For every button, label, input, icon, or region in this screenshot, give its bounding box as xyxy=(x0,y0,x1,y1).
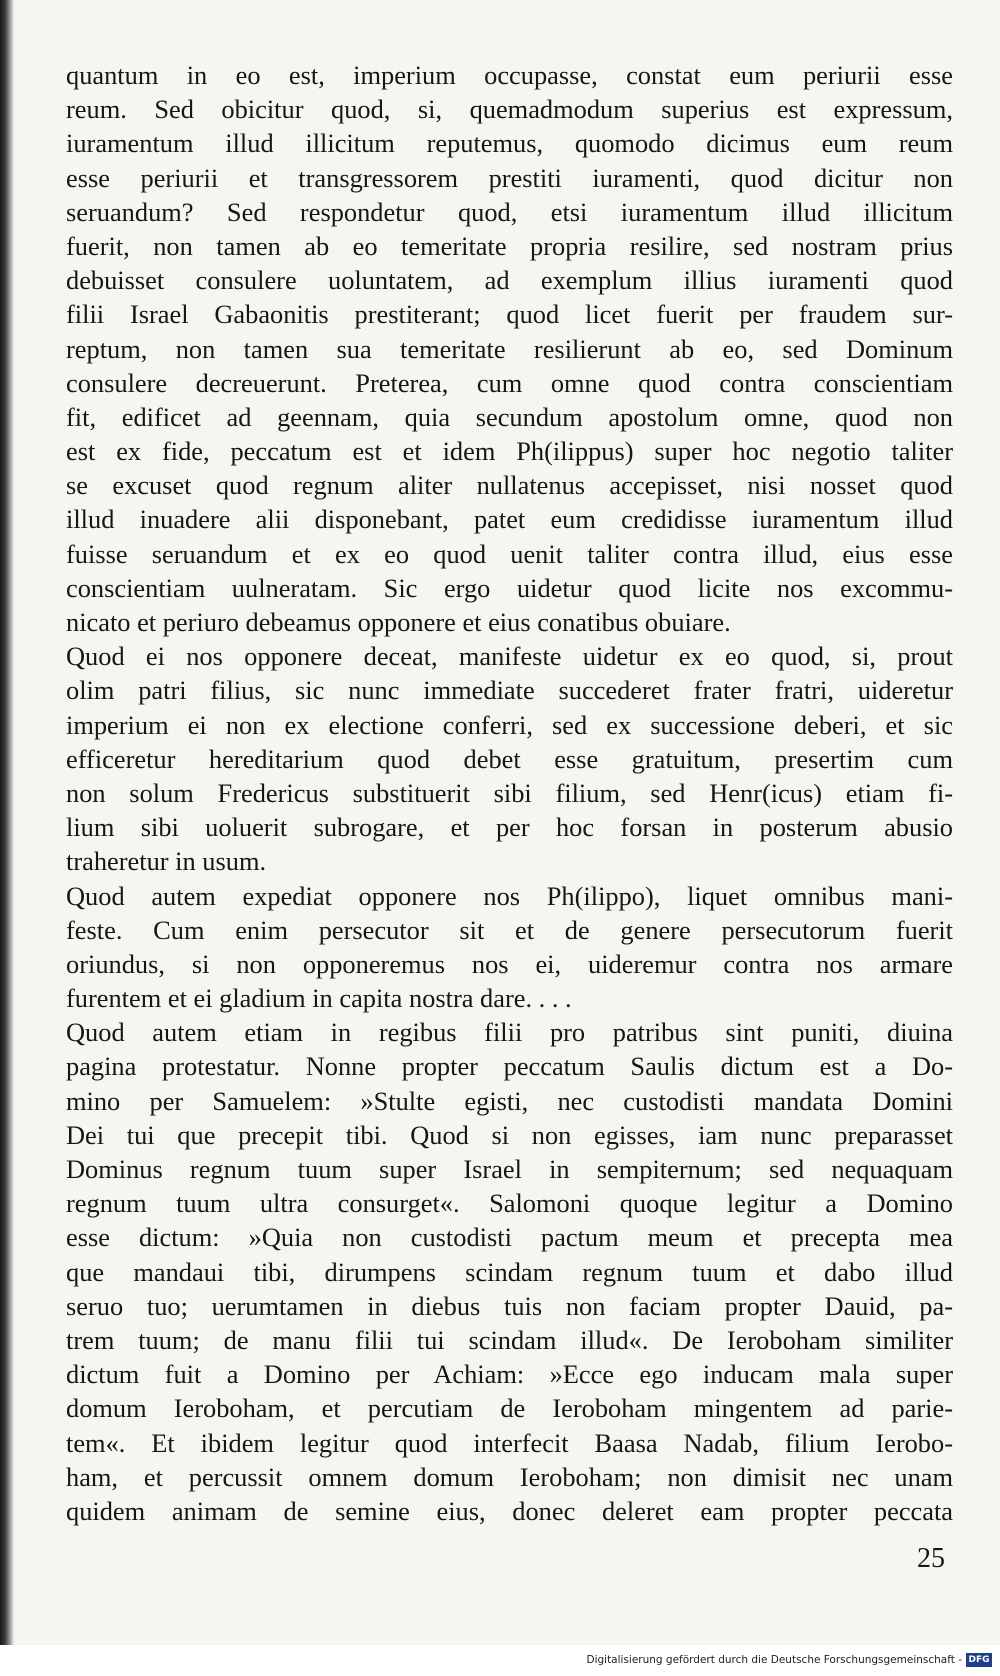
text-line: illud inuadere alii disponebant, patet eum credidisse iuramentum illud xyxy=(66,504,953,535)
text-line: Quod ei nos opponere deceat, manifeste uidetur ex eo quod, si, prout xyxy=(66,641,953,672)
page-number: 25 xyxy=(917,1543,945,1574)
text-line: olim patri filius, sic nunc immediate succederet frater fratri, uideretur xyxy=(66,675,953,706)
funding-credit: Digitalisierung gefördert durch die Deutsche Forschungsgemeinschaft - xyxy=(586,1654,962,1666)
book-binding-edge xyxy=(0,0,14,1676)
text-line: Dominus regnum tuum super Israel in sempiternum; sed nequaquam xyxy=(66,1154,953,1184)
text-line: Quod autem expediat opponere nos Ph(ilippo), liquet omnibus mani- xyxy=(66,880,953,911)
text-line: conscientiam uulneratam. Sic ergo uidetur quod licite nos excommu- xyxy=(66,572,953,603)
text-line: domum Ieroboham, et percutiam de Ieroboham mingentem ad parie- xyxy=(66,1393,953,1424)
text-line: quantum in eo est, imperium occupasse, constat eum periurii esse xyxy=(66,60,953,90)
text-line: tem«. Et ibidem legitur quod interfecit Baasa Nadab, filium Ierobo- xyxy=(66,1427,953,1458)
dfg-logo: DFG xyxy=(966,1653,992,1667)
body-text xyxy=(66,58,953,1528)
text-line: reptum, non tamen sua temeritate resilierunt ab eo, sed Dominum xyxy=(66,333,953,364)
text-line: non solum Fredericus substituerit sibi filium, sed Henr(icus) etiam fi- xyxy=(66,777,953,808)
text-line: lium sibi uoluerit subrogare, et per hoc forsan in posterum abusio xyxy=(66,812,953,843)
text-line: imperium ei non ex electione conferri, sed ex successione deberi, et sic xyxy=(66,709,953,740)
text-line: furentem et ei gladium in capita nostra dare. . . . xyxy=(66,983,572,1014)
text-line: pagina protestatur. Nonne propter peccatum Saulis dictum est a Do- xyxy=(66,1051,953,1082)
text-line: oriundus, si non opponeremus nos ei, uideremur contra nos armare xyxy=(66,948,953,979)
text-line: regnum tuum ultra consurget«. Salomoni quoque legitur a Domino xyxy=(66,1188,953,1219)
text-line: seruandum? Sed respondetur quod, etsi iuramentum illud illicitum xyxy=(66,196,953,227)
text-line: iuramentum illud illicitum reputemus, quomodo dicimus eum reum xyxy=(66,128,953,159)
text-line: esse periurii et transgressorem prestiti iuramenti, quod dicitur non xyxy=(66,162,953,193)
text-line: quidem animam de semine eius, donec deleret eam propter peccata xyxy=(66,1495,953,1526)
text-line: trem tuum; de manu filii tui scindam illud«. De Ieroboham similiter xyxy=(66,1324,953,1355)
text-line: dictum fuit a Domino per Achiam: »Ecce ego inducam mala super xyxy=(66,1359,953,1390)
book-page xyxy=(14,0,1000,1645)
text-line: fit, edificet ad geennam, quia secundum apostolum omne, quod non xyxy=(66,401,953,432)
text-line: reum. Sed obicitur quod, si, quemadmodum superius est expressum, xyxy=(66,94,953,125)
text-line: esse dictum: »Quia non custodisti pactum meum et precepta mea xyxy=(66,1222,953,1253)
text-line: Quod autem etiam in regibus filii pro patribus sint puniti, diuina xyxy=(66,1017,953,1048)
text-line: feste. Cum enim persecutor sit et de genere persecutorum fuerit xyxy=(66,914,953,945)
text-line: que mandaui tibi, dirumpens scindam regnum tuum et dabo illud xyxy=(66,1256,953,1287)
text-line: mino per Samuelem: »Stulte egisti, nec custodisti mandata Domini xyxy=(66,1085,953,1116)
digitization-footer xyxy=(0,1645,1000,1676)
text-line: fuisse seruandum et ex eo quod uenit taliter contra illud, eius esse xyxy=(66,538,953,569)
text-line: est ex fide, peccatum est et idem Ph(ilippus) super hoc negotio taliter xyxy=(66,436,953,467)
text-line: filii Israel Gabaonitis prestiterant; quod licet fuerit per fraudem sur- xyxy=(66,299,953,330)
text-line: efficeretur hereditarium quod debet esse gratuitum, presertim cum xyxy=(66,743,953,774)
text-line: debuisset consulere uoluntatem, ad exemplum illius iuramenti quod xyxy=(66,265,953,296)
text-line: seruo tuo; uerumtamen in diebus tuis non faciam propter Dauid, pa- xyxy=(66,1290,953,1321)
text-line: se excuset quod regnum aliter nullatenus accepisset, nisi nosset quod xyxy=(66,470,953,501)
text-line: consulere decreuerunt. Preterea, cum omne quod contra conscientiam xyxy=(66,367,953,398)
text-line: fuerit, non tamen ab eo temeritate propria resilire, sed nostram prius xyxy=(66,230,953,261)
text-line: nicato et periuro debeamus opponere et eius conatibus obuiare. xyxy=(66,607,731,637)
text-line: ham, et percussit omnem domum Ieroboham; non dimisit nec unam xyxy=(66,1461,953,1492)
text-line: Dei tui que precepit tibi. Quod si non egisses, iam nunc preparasset xyxy=(66,1119,953,1150)
text-line: traheretur in usum. xyxy=(66,846,267,877)
